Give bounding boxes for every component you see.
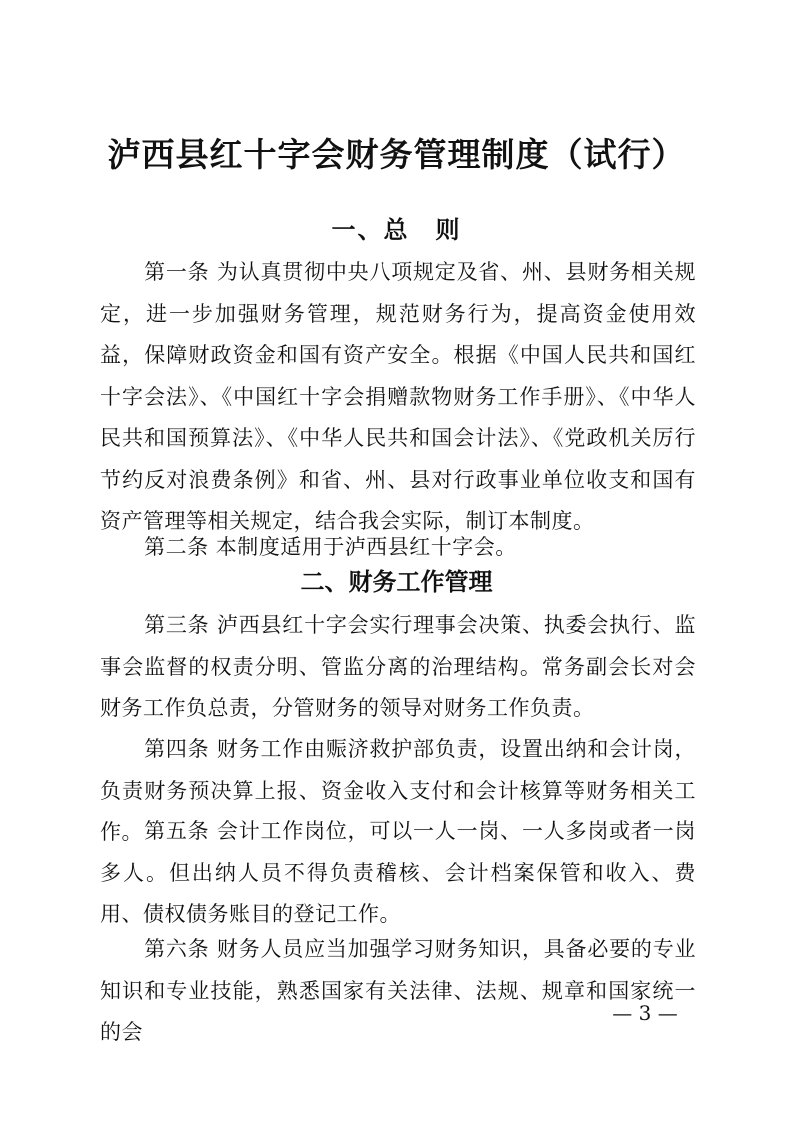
section-heading-general: 一、总 则: [331, 216, 462, 244]
article-3: 第三条 泸西县红十字会实行理事会决策、执委会执行、监事会监督的权责分明、管监分离的治理结构。常务副会长对会财务工作负总责，分管财务的领导对财务工作负责。: [100, 613, 696, 720]
document-title: 泸西县红十字会财务管理制度（试行）: [107, 135, 686, 174]
section-heading-financial-management: 二、财务工作管理: [300, 568, 493, 596]
article-6: 第六条 财务人员应当加强学习财务知识，具备必要的专业知识和专业技能，熟悉国家有关法律、法规、规章和国家统一的会: [100, 937, 696, 1044]
article-1: 第一条 为认真贯彻中央八项规定及省、州、县财务相关规定，进一步加强财务管理，规范财务行为，提高资金使用效益，保障财政资金和国有资产安全。根据《中国人民共和国红十字会法》、《中国红十字会捐赠款物财务工作手册》、《中华人民共和国预算法》、《中华人民共和国会计法》、《党政机关厉行节约反对浪费条例》和省、州、县对行政事业单位收支和国有资产管理等相关规定，结合我会实际，制订本制度。: [100, 260, 696, 533]
article-4: 第四条 财务工作由赈济救护部负责，设置出纳和会计岗，负责财务预决算上报、资金收入支付和会计核算等财务相关工作。: [100, 737, 696, 844]
article-2: 第二条 本制度适用于泸西县红十字会。: [144, 535, 517, 559]
page-number: — 3 —: [612, 1001, 678, 1025]
article-5: 第五条 会计工作岗位，可以一人一岗、一人多岗或者一岗多人。但出纳人员不得负责稽核、会计档案保管和收入、费用、债权债务账目的登记工作。: [100, 819, 696, 926]
